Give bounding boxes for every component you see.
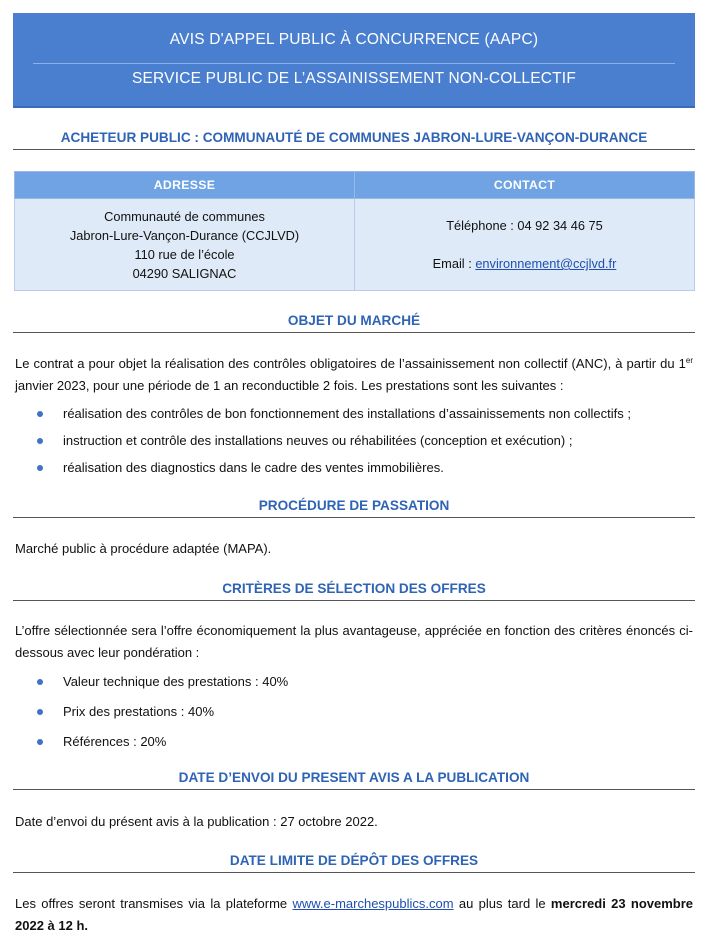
- platform-link[interactable]: www.e-marchespublics.com: [292, 896, 454, 911]
- objet-intro: [15, 350, 693, 397]
- objet-intro-text-b: janvier 2023, pour une période de 1 an reconductible 2 fois. Les prestations sont les suivantes :: [15, 378, 564, 393]
- address-contact-table: [14, 171, 695, 291]
- bullet-icon: [37, 679, 43, 685]
- bullet-icon: [37, 739, 43, 745]
- header-banner: [13, 13, 695, 108]
- limite-heading: DATE LIMITE DE DÉPÔT DES OFFRES: [13, 853, 695, 873]
- contact-column-header: CONTACT: [355, 172, 695, 199]
- list-item: réalisation des diagnostics dans le cadre des ventes immobilières.: [37, 459, 444, 477]
- address-line: 110 rue de l’école: [134, 246, 235, 262]
- objet-intro-sup: er: [685, 356, 693, 365]
- envoi-heading: DATE D’ENVOI DU PRESENT AVIS A LA PUBLICATION: [13, 770, 695, 790]
- address-line: 04290 SALIGNAC: [132, 265, 237, 281]
- address-column-header: ADRESSE: [15, 172, 355, 199]
- email-line: [355, 254, 694, 273]
- email-label: Email :: [432, 256, 476, 271]
- address-line: Communauté de communes: [104, 208, 265, 224]
- deadline-date: mercredi 23 novembre 2022 à 12 h.: [15, 896, 694, 933]
- list-item: Prix des prestations : 40%: [37, 703, 214, 721]
- procedure-text: Marché public à procédure adaptée (MAPA).: [15, 541, 272, 556]
- bullet-icon: [37, 438, 43, 444]
- limite-text: [15, 893, 693, 937]
- address-cell: [15, 199, 355, 291]
- buyer-heading: ACHETEUR PUBLIC : COMMUNAUTÉ DE COMMUNES JABRON-LURE-VANÇON-DURANCE: [13, 130, 695, 150]
- address-line: Jabron-Lure-Vançon-Durance (CCJLVD): [69, 227, 300, 243]
- list-item: Valeur technique des prestations : 40%: [37, 673, 288, 691]
- bullet-icon: [37, 411, 43, 417]
- banner-title: AVIS D'APPEL PUBLIC À CONCURRENCE (AAPC): [169, 31, 539, 48]
- contact-cell: [355, 199, 695, 291]
- criteres-text: L’offre sélectionnée sera l’offre économiquement la plus avantageuse, appréciée en fonction des critères énoncés ci-dessous avec leur pondération :: [15, 623, 693, 660]
- phone-text: Téléphone : 04 92 34 46 75: [446, 218, 603, 233]
- list-item: réalisation des contrôles de bon fonctionnement des installations d’assainissements non collectifs ;: [37, 405, 631, 423]
- objet-heading: OBJET DU MARCHÉ: [13, 313, 695, 333]
- criteres-heading: CRITÈRES DE SÉLECTION DES OFFRES: [13, 581, 695, 601]
- bullet-icon: [37, 465, 43, 471]
- limite-text-a: Les offres seront transmises via la plateforme: [15, 896, 293, 911]
- list-item: instruction et contrôle des installations neuves ou réhabilitées (conception et exécution) ;: [37, 432, 572, 450]
- list-item: Références : 20%: [37, 733, 166, 751]
- banner-divider: [33, 63, 675, 64]
- bullet-icon: [37, 709, 43, 715]
- procedure-heading: PROCÉDURE DE PASSATION: [13, 498, 695, 518]
- objet-intro-text-a: Le contrat a pour objet la réalisation des contrôles obligatoires de l’assainissement non collectif (ANC), à partir du 1: [15, 356, 686, 371]
- limite-text-b: au plus tard le: [453, 896, 551, 911]
- envoi-text: Date d’envoi du présent avis à la publication : 27 octobre 2022.: [15, 814, 378, 829]
- banner-subtitle: SERVICE PUBLIC DE L’ASSAINISSEMENT NON-COLLECTIF: [131, 70, 576, 87]
- email-link[interactable]: environnement@ccjlvd.fr: [475, 256, 617, 271]
